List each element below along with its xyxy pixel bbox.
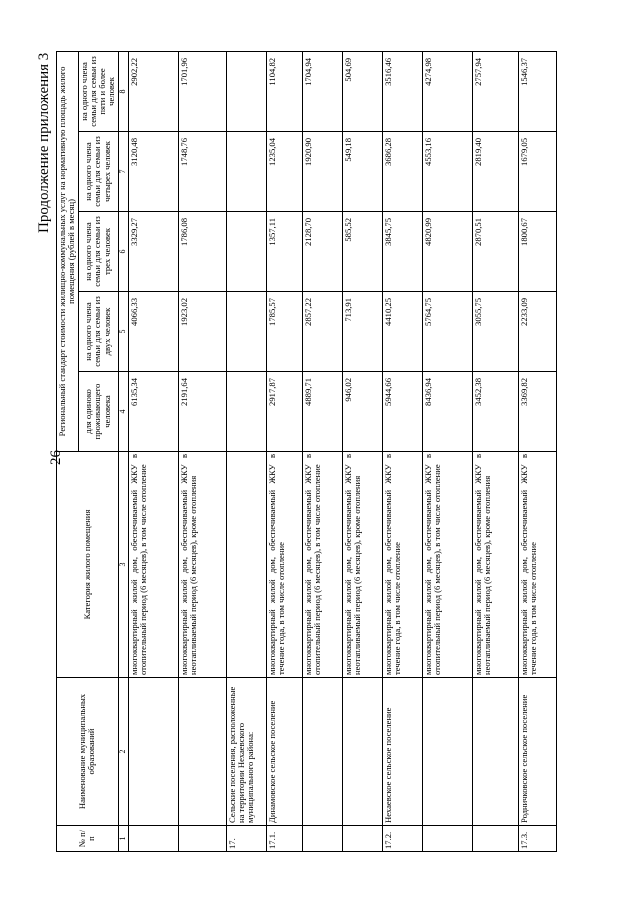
header-name: Наименование муниципальных образований bbox=[57, 678, 119, 826]
table-row bbox=[518, 51, 556, 851]
cost-value: 1920,90 bbox=[302, 132, 342, 212]
housing-category: многоквартирный жилой дом, обеспечиваемый ЖКУ в отопительный период (6 месяцев), в том числе отопление bbox=[302, 452, 342, 678]
cost-value bbox=[226, 132, 266, 212]
cost-value: 2819,40 bbox=[472, 132, 518, 212]
cost-value: 2233,09 bbox=[518, 292, 556, 372]
cost-value: 2902,22 bbox=[128, 51, 178, 131]
table-row bbox=[382, 51, 422, 851]
row-number: 17.1. bbox=[266, 826, 302, 852]
cost-value: 3686,28 bbox=[382, 132, 422, 212]
cost-value: 1748,76 bbox=[178, 132, 226, 212]
cost-value: 2191,64 bbox=[178, 372, 226, 452]
cost-value bbox=[226, 372, 266, 452]
housing-category bbox=[226, 452, 266, 678]
cost-value: 3452,38 bbox=[472, 372, 518, 452]
row-number bbox=[302, 826, 342, 852]
header-category: Категория жилого помещения bbox=[57, 452, 119, 678]
municipality-name bbox=[128, 678, 178, 826]
housing-category: многоквартирный жилой дом, обеспечиваемый ЖКУ в течение года, в том числе отопление bbox=[382, 452, 422, 678]
index-cell: 3 bbox=[118, 452, 128, 678]
cost-value: 5764,75 bbox=[422, 292, 472, 372]
cost-value: 1235,04 bbox=[266, 132, 302, 212]
header-sub-3: на одного члена семьи для семьи из трех человек bbox=[78, 212, 118, 292]
cost-value: 4410,25 bbox=[382, 292, 422, 372]
cost-value bbox=[226, 212, 266, 292]
cost-value: 4066,33 bbox=[128, 292, 178, 372]
cost-value: 2128,70 bbox=[302, 212, 342, 292]
municipality-name bbox=[342, 678, 382, 826]
cost-value: 1786,08 bbox=[178, 212, 226, 292]
cost-value: 4820,99 bbox=[422, 212, 472, 292]
cost-value: 5944,66 bbox=[382, 372, 422, 452]
cost-value bbox=[226, 292, 266, 372]
housing-category: многоквартирный жилой дом, обеспечиваемый ЖКУ в неотапливаемый период (6 месяцев), кроме отопления bbox=[178, 452, 226, 678]
table-row bbox=[266, 51, 302, 851]
page-number: 26 bbox=[48, 450, 64, 465]
cost-value: 3369,82 bbox=[518, 372, 556, 452]
municipality-name: Сельские поселения, расположенные на территории Нехаевского муниципального района: bbox=[226, 678, 266, 826]
cost-value: 585,52 bbox=[342, 212, 382, 292]
row-number bbox=[342, 826, 382, 852]
municipality-name bbox=[302, 678, 342, 826]
housing-category: многоквартирный жилой дом, обеспечиваемый ЖКУ в течение года, в том числе отопление bbox=[518, 452, 556, 678]
cost-value: 3516,46 bbox=[382, 51, 422, 131]
row-number bbox=[472, 826, 518, 852]
cost-standard-table bbox=[56, 51, 557, 852]
municipality-name: Динамовское сельское поселение bbox=[266, 678, 302, 826]
table-row bbox=[472, 51, 518, 851]
municipality-name bbox=[472, 678, 518, 826]
cost-value: 1104,82 bbox=[266, 51, 302, 131]
housing-category: многоквартирный жилой дом, обеспечиваемый ЖКУ в течение года, в том числе отопление bbox=[266, 452, 302, 678]
cost-value bbox=[226, 51, 266, 131]
housing-category: многоквартирный жилой дом, обеспечиваемый ЖКУ в неотапливаемый период (6 месяцев), кроме отопления bbox=[472, 452, 518, 678]
municipality-name bbox=[178, 678, 226, 826]
header-sub-5: на одного члена семьи для семьи из пяти и более человек bbox=[78, 51, 118, 131]
cost-value: 6135,34 bbox=[128, 372, 178, 452]
header-sub-1: для одиноко проживающего человека bbox=[78, 372, 118, 452]
index-cell: 7 bbox=[118, 132, 128, 212]
cost-value: 1785,57 bbox=[266, 292, 302, 372]
housing-category: многоквартирный жилой дом, обеспечиваемый ЖКУ в отопительный период (6 месяцев), в том числе отопление bbox=[128, 452, 178, 678]
index-cell: 6 bbox=[118, 212, 128, 292]
cost-value: 1546,37 bbox=[518, 51, 556, 131]
cost-value: 1679,05 bbox=[518, 132, 556, 212]
index-cell: 1 bbox=[118, 826, 128, 852]
cost-value: 2870,51 bbox=[472, 212, 518, 292]
index-cell: 4 bbox=[118, 372, 128, 452]
cost-value: 3329,27 bbox=[128, 212, 178, 292]
housing-category: многоквартирный жилой дом, обеспечиваемый ЖКУ в неотапливаемый период (6 месяцев), кроме отопления bbox=[342, 452, 382, 678]
row-number bbox=[422, 826, 472, 852]
cost-value: 3055,75 bbox=[472, 292, 518, 372]
cost-value: 4889,71 bbox=[302, 372, 342, 452]
index-cell: 8 bbox=[118, 51, 128, 131]
table-row bbox=[422, 51, 472, 851]
cost-value: 2857,22 bbox=[302, 292, 342, 372]
table-row bbox=[226, 51, 266, 851]
header-sub-4: на одного члена семьи для семьи из четырех человек bbox=[78, 132, 118, 212]
cost-value: 1357,11 bbox=[266, 212, 302, 292]
cost-value: 2917,87 bbox=[266, 372, 302, 452]
cost-value: 1701,96 bbox=[178, 51, 226, 131]
cost-value: 4274,98 bbox=[422, 51, 472, 131]
row-number bbox=[178, 826, 226, 852]
cost-value: 1704,94 bbox=[302, 51, 342, 131]
table-row bbox=[128, 51, 178, 851]
cost-value: 1800,67 bbox=[518, 212, 556, 292]
cost-value: 504,69 bbox=[342, 51, 382, 131]
annex-label: Продолжение приложения 3 bbox=[36, 52, 52, 233]
header-sub-2: на одного члена семьи для семьи из двух человек bbox=[78, 292, 118, 372]
cost-value: 1923,02 bbox=[178, 292, 226, 372]
cost-value: 3120,48 bbox=[128, 132, 178, 212]
municipality-name: Нехаевское сельское поселение bbox=[382, 678, 422, 826]
header-no: № п/п bbox=[57, 826, 119, 852]
row-number: 17.3. bbox=[518, 826, 556, 852]
municipality-name: Родничковское сельское поселение bbox=[518, 678, 556, 826]
cost-value: 946,02 bbox=[342, 372, 382, 452]
index-cell: 2 bbox=[118, 678, 128, 826]
cost-value: 713,91 bbox=[342, 292, 382, 372]
cost-value: 8436,94 bbox=[422, 372, 472, 452]
cost-value: 4553,16 bbox=[422, 132, 472, 212]
table-body bbox=[128, 51, 556, 851]
index-cell: 5 bbox=[118, 292, 128, 372]
header-standard: Региональный стандарт стоимости жилищно-коммунальных услуг на нормативную площадь жилого помещения (рублей в месяц) bbox=[57, 51, 79, 451]
row-number: 17. bbox=[226, 826, 266, 852]
municipality-name bbox=[422, 678, 472, 826]
cost-value: 549,18 bbox=[342, 132, 382, 212]
housing-category: многоквартирный жилой дом, обеспечиваемый ЖКУ в отопительный период (6 месяцев), в том числе отопление bbox=[422, 452, 472, 678]
table-row bbox=[302, 51, 342, 851]
table-row bbox=[178, 51, 226, 851]
cost-value: 2757,94 bbox=[472, 51, 518, 131]
row-number: 17.2. bbox=[382, 826, 422, 852]
row-number bbox=[128, 826, 178, 852]
table-row bbox=[342, 51, 382, 851]
cost-value: 3845,75 bbox=[382, 212, 422, 292]
